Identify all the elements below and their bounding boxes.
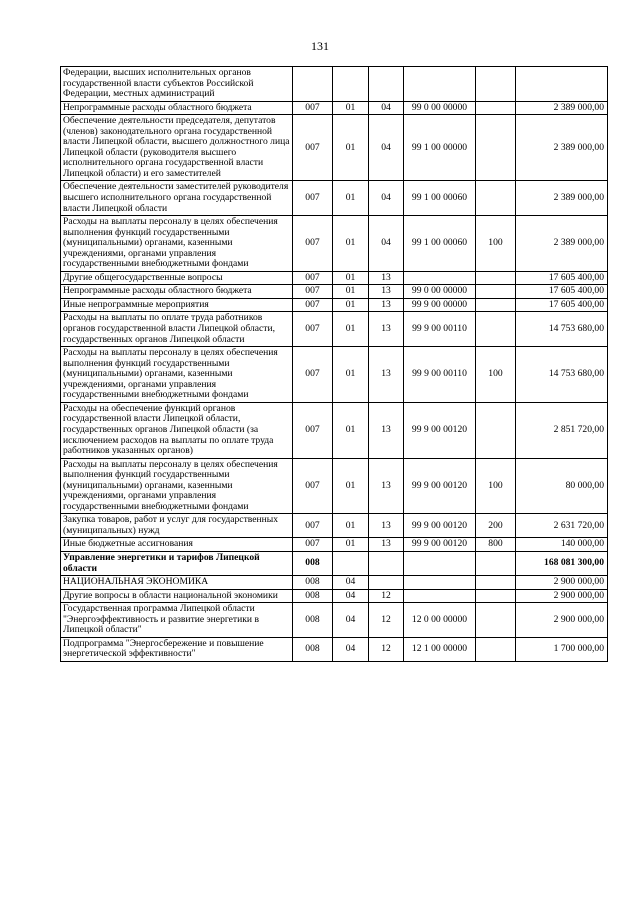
row-subsection-code: 13 <box>369 514 404 538</box>
row-amount: 2 631 720,00 <box>516 514 608 538</box>
row-ved-code: 007 <box>293 514 333 538</box>
row-amount: 80 000,00 <box>516 458 608 514</box>
row-name: Расходы на выплаты персоналу в целях обеспечения выполнения функций государственными (муниципальными) органами, казенными учреждениями, органами управления государственными внебюджетными фондами <box>61 347 293 403</box>
row-name: Подпрограмма "Энергосбережение и повышение энергетической эффективности" <box>61 637 293 661</box>
row-subsection-code: 04 <box>369 216 404 272</box>
row-subsection-code: 13 <box>369 402 404 458</box>
row-name: НАЦИОНАЛЬНАЯ ЭКОНОМИКА <box>61 576 293 590</box>
table-row <box>61 402 608 458</box>
row-subsection-code: 13 <box>369 538 404 552</box>
row-section-code: 01 <box>333 538 369 552</box>
row-expense-type <box>476 637 516 661</box>
row-name: Расходы на выплаты по оплате труда работников органов государственной власти Липецкой области, государственных органов Липецкой области <box>61 312 293 347</box>
row-ved-code: 007 <box>293 285 333 299</box>
row-expense-type <box>476 101 516 115</box>
row-expense-type: 800 <box>476 538 516 552</box>
row-name: Иные бюджетные ассигнования <box>61 538 293 552</box>
table-row <box>61 181 608 216</box>
row-amount: 2 389 000,00 <box>516 216 608 272</box>
row-name: Иные непрограммные мероприятия <box>61 298 293 312</box>
row-ved-code: 007 <box>293 181 333 216</box>
row-section-code: 01 <box>333 402 369 458</box>
row-ved-code: 008 <box>293 603 333 638</box>
table-row <box>61 101 608 115</box>
row-expense-type <box>476 402 516 458</box>
row-name: Другие общегосударственные вопросы <box>61 271 293 285</box>
row-target-article: 99 0 00 00000 <box>404 285 476 299</box>
row-target-article <box>404 551 476 575</box>
row-subsection-code: 04 <box>369 101 404 115</box>
table-row <box>61 603 608 638</box>
row-subsection-code: 04 <box>369 115 404 181</box>
row-name: Управление энергетики и тарифов Липецкой области <box>61 551 293 575</box>
row-name: Обеспечение деятельности председателя, депутатов (членов) законодательного органа государственной власти Липецкой области, высшего должностного лица Липецкой области (руководителя высшего исполнительного органа государственной власти Липецкой области) и его заместителей <box>61 115 293 181</box>
row-amount: 17 605 400,00 <box>516 298 608 312</box>
row-subsection-code <box>369 576 404 590</box>
budget-table-body <box>61 67 608 662</box>
row-subsection-code: 12 <box>369 603 404 638</box>
row-name: Государственная программа Липецкой области "Энергоэффективность и развитие энергетики в Липецкой области" <box>61 603 293 638</box>
row-target-article: 99 9 00 00120 <box>404 514 476 538</box>
row-name: Обеспечение деятельности заместителей руководителя высшего исполнительного органа государственной власти Липецкой области <box>61 181 293 216</box>
row-ved-code: 008 <box>293 576 333 590</box>
table-row <box>61 576 608 590</box>
row-ved-code: 007 <box>293 347 333 403</box>
row-name: Непрограммные расходы областного бюджета <box>61 285 293 299</box>
row-name: Расходы на обеспечение функций органов государственной власти Липецкой области, государственных органов Липецкой области (за исключением расходов на выплаты по оплате труда работников указанных органов) <box>61 402 293 458</box>
row-amount: 2 851 720,00 <box>516 402 608 458</box>
row-expense-type: 100 <box>476 347 516 403</box>
row-target-article: 99 1 00 00000 <box>404 115 476 181</box>
row-target-article: 12 1 00 00000 <box>404 637 476 661</box>
row-subsection-code: 13 <box>369 312 404 347</box>
row-subsection-code <box>369 551 404 575</box>
row-amount: 2 389 000,00 <box>516 181 608 216</box>
row-target-article <box>404 589 476 603</box>
row-ved-code: 007 <box>293 538 333 552</box>
row-target-article: 99 0 00 00000 <box>404 101 476 115</box>
row-section-code <box>333 67 369 102</box>
table-row <box>61 514 608 538</box>
row-ved-code: 007 <box>293 271 333 285</box>
table-row <box>61 589 608 603</box>
table-row <box>61 67 608 102</box>
row-subsection-code: 04 <box>369 181 404 216</box>
row-section-code: 01 <box>333 216 369 272</box>
table-row <box>61 551 608 575</box>
row-expense-type <box>476 603 516 638</box>
row-section-code: 04 <box>333 603 369 638</box>
row-amount: 2 900 000,00 <box>516 576 608 590</box>
row-amount: 1 700 000,00 <box>516 637 608 661</box>
row-amount: 168 081 300,00 <box>516 551 608 575</box>
row-expense-type <box>476 271 516 285</box>
row-target-article <box>404 67 476 102</box>
row-target-article: 99 9 00 00120 <box>404 458 476 514</box>
row-section-code: 04 <box>333 589 369 603</box>
row-name: Федерации, высших исполнительных органов государственной власти субъектов Российской Федерации, местных администраций <box>61 67 293 102</box>
row-target-article: 99 1 00 00060 <box>404 216 476 272</box>
page-number: 131 <box>311 39 329 53</box>
row-target-article: 99 9 00 00120 <box>404 538 476 552</box>
row-target-article: 99 9 00 00110 <box>404 312 476 347</box>
row-expense-type <box>476 551 516 575</box>
row-target-article: 99 9 00 00110 <box>404 347 476 403</box>
row-subsection-code: 13 <box>369 298 404 312</box>
row-expense-type <box>476 576 516 590</box>
row-expense-type <box>476 67 516 102</box>
row-ved-code: 007 <box>293 458 333 514</box>
row-section-code <box>333 551 369 575</box>
row-amount: 140 000,00 <box>516 538 608 552</box>
row-expense-type: 100 <box>476 458 516 514</box>
row-target-article: 99 9 00 00120 <box>404 402 476 458</box>
table-row <box>61 637 608 661</box>
row-section-code: 01 <box>333 514 369 538</box>
row-ved-code <box>293 67 333 102</box>
table-row <box>61 298 608 312</box>
table-row <box>61 312 608 347</box>
row-ved-code: 008 <box>293 589 333 603</box>
row-name: Непрограммные расходы областного бюджета <box>61 101 293 115</box>
row-ved-code: 007 <box>293 101 333 115</box>
row-amount: 2 389 000,00 <box>516 115 608 181</box>
row-expense-type <box>476 181 516 216</box>
row-ved-code: 007 <box>293 298 333 312</box>
row-ved-code: 007 <box>293 402 333 458</box>
table-row <box>61 115 608 181</box>
row-subsection-code: 12 <box>369 589 404 603</box>
row-subsection-code: 12 <box>369 637 404 661</box>
row-section-code: 01 <box>333 458 369 514</box>
row-ved-code: 007 <box>293 115 333 181</box>
table-row <box>61 285 608 299</box>
table-row <box>61 347 608 403</box>
row-amount: 2 900 000,00 <box>516 589 608 603</box>
row-expense-type: 100 <box>476 216 516 272</box>
row-name: Расходы на выплаты персоналу в целях обеспечения выполнения функций государственными (муниципальными) органами, казенными учреждениями, органами управления государственными внебюджетными фондами <box>61 458 293 514</box>
row-section-code: 01 <box>333 285 369 299</box>
row-expense-type <box>476 115 516 181</box>
row-section-code: 01 <box>333 181 369 216</box>
row-target-article <box>404 576 476 590</box>
row-section-code: 01 <box>333 115 369 181</box>
row-target-article <box>404 271 476 285</box>
row-section-code: 01 <box>333 312 369 347</box>
row-expense-type: 200 <box>476 514 516 538</box>
row-subsection-code: 13 <box>369 347 404 403</box>
table-row <box>61 538 608 552</box>
row-name: Расходы на выплаты персоналу в целях обеспечения выполнения функций государственными (муниципальными) органами, казенными учреждениями, органами управления государственными внебюджетными фондами <box>61 216 293 272</box>
row-amount: 2 900 000,00 <box>516 603 608 638</box>
row-ved-code: 008 <box>293 637 333 661</box>
row-amount: 17 605 400,00 <box>516 271 608 285</box>
row-target-article: 12 0 00 00000 <box>404 603 476 638</box>
table-row <box>61 458 608 514</box>
row-section-code: 01 <box>333 347 369 403</box>
row-section-code: 04 <box>333 576 369 590</box>
row-subsection-code: 13 <box>369 271 404 285</box>
row-expense-type <box>476 298 516 312</box>
row-section-code: 01 <box>333 271 369 285</box>
row-name: Другие вопросы в области национальной экономики <box>61 589 293 603</box>
row-subsection-code <box>369 67 404 102</box>
table-row <box>61 216 608 272</box>
row-amount: 2 389 000,00 <box>516 101 608 115</box>
row-subsection-code: 13 <box>369 285 404 299</box>
row-ved-code: 008 <box>293 551 333 575</box>
table-row <box>61 271 608 285</box>
row-amount: 17 605 400,00 <box>516 285 608 299</box>
row-ved-code: 007 <box>293 312 333 347</box>
row-section-code: 01 <box>333 101 369 115</box>
row-amount: 14 753 680,00 <box>516 312 608 347</box>
row-section-code: 04 <box>333 637 369 661</box>
row-name: Закупка товаров, работ и услуг для государственных (муниципальных) нужд <box>61 514 293 538</box>
row-expense-type <box>476 285 516 299</box>
row-section-code: 01 <box>333 298 369 312</box>
row-expense-type <box>476 312 516 347</box>
row-amount: 14 753 680,00 <box>516 347 608 403</box>
row-subsection-code: 13 <box>369 458 404 514</box>
row-ved-code: 007 <box>293 216 333 272</box>
row-amount <box>516 67 608 102</box>
budget-table <box>60 66 608 662</box>
row-expense-type <box>476 589 516 603</box>
row-target-article: 99 1 00 00060 <box>404 181 476 216</box>
row-target-article: 99 9 00 00000 <box>404 298 476 312</box>
